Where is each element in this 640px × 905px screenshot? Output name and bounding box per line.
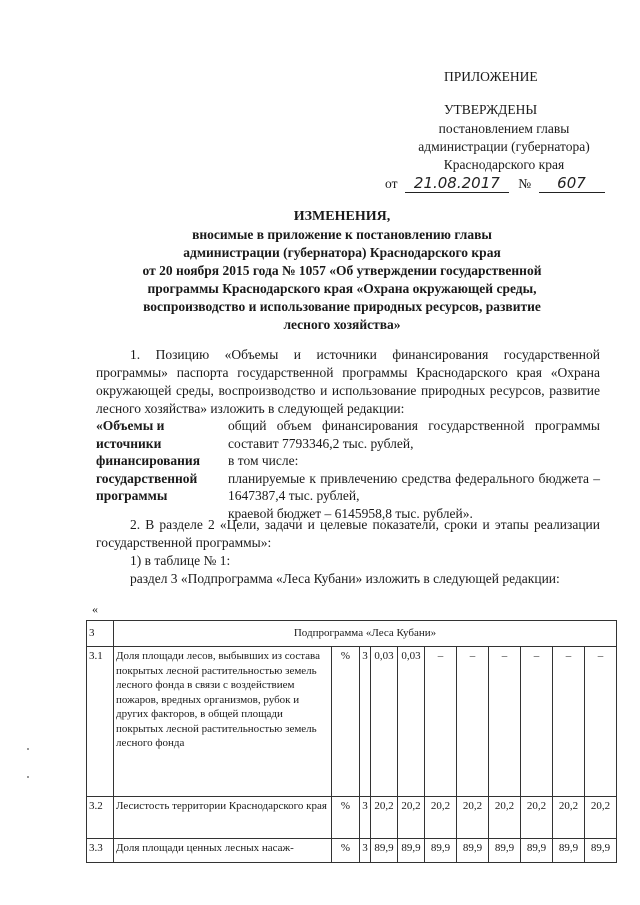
row-value: 89,9 [425, 839, 457, 863]
row-value: – [457, 647, 489, 797]
approved-label: УТВЕРЖДЕНЫ [444, 102, 538, 117]
section-title: Подпрограмма «Леса Кубани» [114, 621, 617, 647]
row-value: 89,9 [371, 839, 398, 863]
row-value: 20,2 [553, 797, 585, 839]
table-row [87, 797, 617, 839]
scan-speck [27, 748, 29, 750]
row-value: 20,2 [425, 797, 457, 839]
appendix-label: ПРИЛОЖЕНИЕ [444, 69, 538, 84]
handwritten-date: 21.08.2017 [405, 175, 509, 193]
opening-quote: « [92, 602, 98, 616]
section-number: 3 [87, 621, 114, 647]
row-value: 20,2 [489, 797, 521, 839]
row-number: 3.3 [87, 839, 114, 863]
passport-label-line-1: «Объемы и [96, 418, 165, 433]
paragraph-2: 2. В разделе 2 «Цели, задачи и целевые показатели, сроки и этапы реализации государственной программы»: [96, 517, 600, 550]
passport-label-line-5: программы [96, 488, 168, 503]
indicators-table [86, 620, 617, 863]
title-line-1: вносимые в приложение к постановлению главы [192, 227, 492, 242]
date-prefix: от [385, 176, 398, 191]
row-value: – [489, 647, 521, 797]
row-value: – [521, 647, 553, 797]
passport-text-4: краевой бюджет – 6145958,8 тыс. рублей». [228, 505, 473, 521]
row-status: 3 [360, 839, 371, 863]
passport-label-line-2: источники [96, 435, 162, 451]
passport-text-2: в том числе: [228, 453, 299, 468]
passport-label-line-4: государственной [96, 470, 198, 486]
table-section-row [87, 621, 617, 647]
table-row [87, 647, 617, 797]
row-value: 20,2 [457, 797, 489, 839]
row-value: 0,03 [371, 647, 398, 797]
number-prefix: № [518, 176, 532, 191]
row-indicator-name: Лесистость территории Краснодарского края [114, 797, 332, 839]
row-unit: % [332, 797, 360, 839]
scan-speck [27, 776, 29, 778]
row-value: – [553, 647, 585, 797]
title-line-6: лесного хозяйства» [283, 317, 401, 332]
row-status: 3 [360, 797, 371, 839]
handwritten-number: 607 [539, 175, 605, 193]
row-value: 89,9 [521, 839, 553, 863]
row-value: 20,2 [398, 797, 425, 839]
row-number: 3.2 [87, 797, 114, 839]
row-unit: % [332, 647, 360, 797]
row-value: 89,9 [553, 839, 585, 863]
row-value: 20,2 [521, 797, 553, 839]
row-value: 20,2 [371, 797, 398, 839]
paragraph-3: 1) в таблице № 1: [130, 553, 231, 568]
passport-label-line-3: финансирования [96, 453, 201, 468]
passport-text [228, 417, 600, 522]
approved-line-3: Краснодарского края [443, 157, 565, 172]
date-line [385, 175, 605, 193]
row-value: 89,9 [489, 839, 521, 863]
title-line-2: администрации (губернатора) Краснодарского края [183, 245, 501, 260]
passport-text-3: планируемые к привлечению средства федерального бюджета – 1647387,4 тыс. рублей, [228, 470, 600, 503]
row-value: 0,03 [398, 647, 425, 797]
row-indicator-name: Доля площади ценных лесных насаж- [114, 839, 332, 863]
row-value: 89,9 [398, 839, 425, 863]
title-line-4: программы Краснодарского края «Охрана окружающей среды, [147, 281, 537, 296]
approved-line-1: постановлением главы [438, 121, 570, 136]
row-value: 20,2 [585, 797, 617, 839]
row-value: – [585, 647, 617, 797]
title-line-5: воспроизводство и использование природных ресурсов, развитие [143, 299, 541, 314]
row-value: – [425, 647, 457, 797]
approved-line-2: администрации (губернатора) [418, 139, 590, 154]
row-value: 89,9 [457, 839, 489, 863]
row-indicator-name: Доля площади лесов, выбывших из состава покрытых лесной растительностью земель лесного фонда в связи с воздействием пожаров, вредных организмов, рубок и других факторов, в общей площади покрытых лесной растительностью земель лесного фонда [114, 647, 332, 797]
table-row [87, 839, 617, 863]
row-number: 3.1 [87, 647, 114, 797]
row-unit: % [332, 839, 360, 863]
title-heading: ИЗМЕНЕНИЯ, [293, 209, 391, 224]
row-value: 89,9 [585, 839, 617, 863]
row-status: 3 [360, 647, 371, 797]
title-line-3: от 20 ноября 2015 года № 1057 «Об утверждении государственной [142, 263, 542, 278]
passport-label [96, 417, 220, 505]
paragraph-1: 1. Позицию «Объемы и источники финансирования государственной программы» паспорта государственной программы Краснодарского края «Охрана окружающей среды, воспроизводство и использование природных ресурсов, развитие лесного хозяйства» изложить в следующей редакции: [96, 347, 600, 416]
passport-text-1: общий объем финансирования государственной программы составит 7793346,2 тыс. рублей, [228, 418, 600, 451]
paragraph-4: раздел 3 «Подпрограмма «Леса Кубани» изложить в следующей редакции: [130, 571, 560, 586]
